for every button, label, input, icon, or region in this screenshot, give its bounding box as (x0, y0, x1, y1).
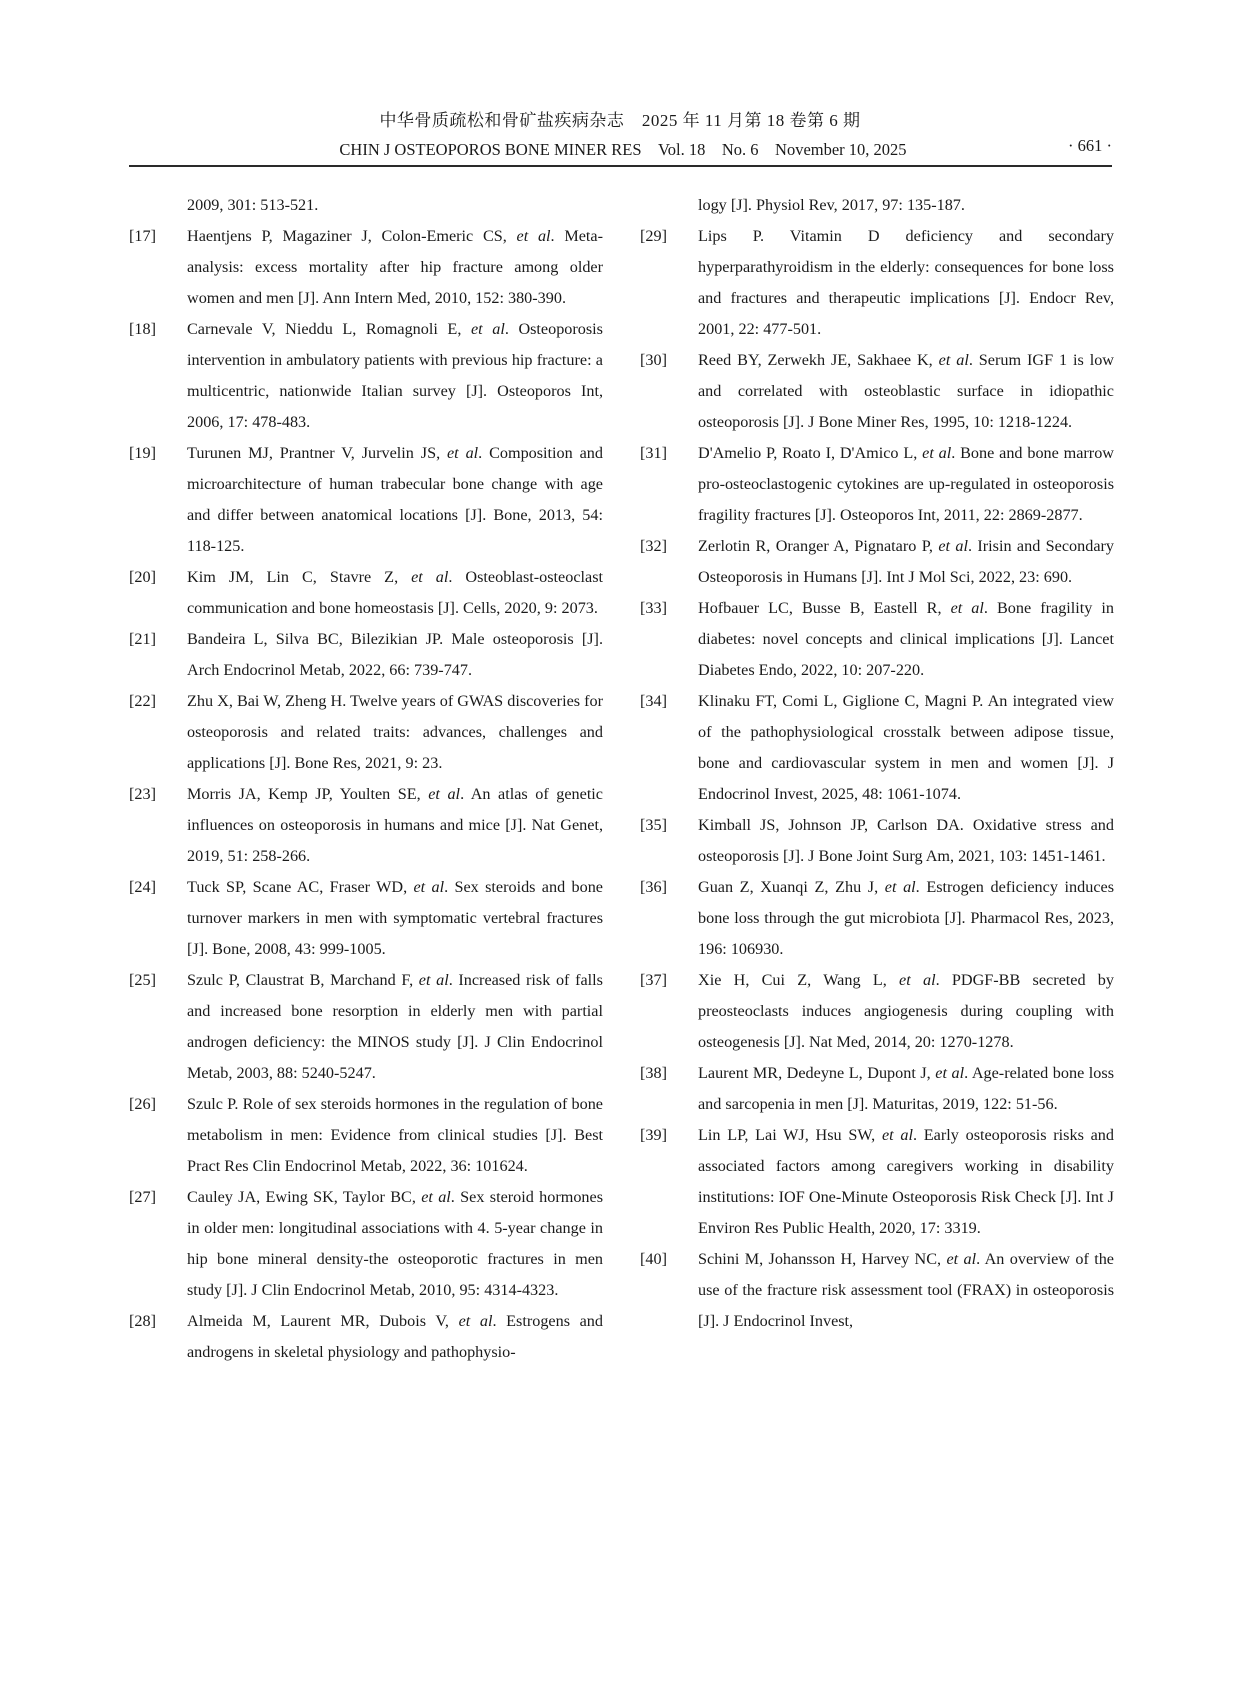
et-al: et al (938, 537, 968, 555)
et-al: et al (938, 351, 969, 369)
reference-authors: Zerlotin R, Oranger A, Pignataro P, (698, 537, 939, 555)
reference-details: . Estrogens and androgens in skeletal physiology and pathophysio- (187, 1312, 603, 1361)
reference-text (698, 965, 1114, 1058)
reference-number: [37] (640, 971, 667, 989)
reference-text (698, 593, 1114, 686)
reference-number: [24] (129, 878, 156, 896)
reference-authors: Kimball JS, Johnson JP, Carlson DA. Oxidative stress and osteoporosis [J]. J Bone Joint Surg Am, 2021, 103: 1451-1461. (698, 816, 1114, 865)
reference-authors: Morris JA, Kemp JP, Youlten SE, (187, 785, 429, 803)
reference-item (640, 593, 1114, 686)
reference-item (129, 221, 603, 314)
reference-authors: Bandeira L, Silva BC, Bilezikian JP. Male osteoporosis [J]. Arch Endocrinol Metab, 2022, 66: 739-747. (187, 630, 603, 679)
et-al: et al (447, 444, 479, 462)
reference-details: . Bone and bone marrow pro-osteoclastogenic cytokines are up-regulated in osteoporosis fragility fractures [J]. Osteoporos Int, 2011, 22: 2869-2877. (698, 444, 1114, 524)
et-al: et al (413, 878, 445, 896)
reference-number: [34] (640, 692, 667, 710)
reference-number: [19] (129, 444, 156, 462)
header-rule (129, 165, 1112, 167)
reference-item (129, 624, 603, 686)
reference-authors: Almeida M, Laurent MR, Dubois V, (187, 1312, 459, 1330)
et-al: et al (899, 971, 936, 989)
reference-details: . PDGF-BB secreted by preosteoclasts induces angiogenesis during coupling with osteogenesis [J]. Nat Med, 2014, 20: 1270-1278. (698, 971, 1114, 1051)
reference-number: [38] (640, 1064, 667, 1082)
reference-details: . Composition and microarchitecture of human trabecular bone change with age and differ between anatomical locations [J]. Bone, 2013, 54: 118-125. (187, 444, 603, 555)
reference-item (640, 438, 1114, 531)
reference-number: [33] (640, 599, 667, 617)
reference-details: . Early osteoporosis risks and associated factors among caregivers working in disability institutions: IOF One-Minute Osteoporosis Risk Check [J]. Int J Environ Res Public Health, 2020, 17: 3319. (698, 1126, 1114, 1237)
reference-text (698, 1244, 1114, 1337)
reference-authors: Tuck SP, Scane AC, Fraser WD, (187, 878, 414, 896)
reference-item (129, 1182, 603, 1306)
reference-text (187, 562, 603, 624)
reference-number: [18] (129, 320, 156, 338)
reference-authors: Laurent MR, Dedeyne L, Dupont J, (698, 1064, 936, 1082)
et-al: et al (950, 599, 984, 617)
reference-authors: Reed BY, Zerwekh JE, Sakhaee K, (698, 351, 939, 369)
reference-item (640, 345, 1114, 438)
reference-number: [26] (129, 1095, 156, 1113)
reference-text (698, 438, 1114, 531)
reference-item (129, 562, 603, 624)
reference-text (187, 438, 603, 562)
reference-details: . Sex steroids and bone turnover markers in men with symptomatic vertebral fractures [J]. Bone, 2008, 43: 999-1005. (187, 878, 603, 958)
reference-number: [30] (640, 351, 667, 369)
et-al: et al (458, 1312, 493, 1330)
reference-text (698, 531, 1114, 593)
reference-text (698, 345, 1114, 438)
reference-text (187, 965, 603, 1089)
reference-text (187, 872, 603, 965)
et-al: et al (935, 1064, 965, 1082)
reference-authors: Lips P. Vitamin D deficiency and secondary hyperparathyroidism in the elderly: consequences for bone loss and fractures and therapeutic implications [J]. Endocr Rev, 2001, 22: 477-501. (698, 227, 1114, 338)
reference-number: [22] (129, 692, 156, 710)
reference-continuation (640, 190, 1114, 221)
reference-authors: Turunen MJ, Prantner V, Jurvelin JS, (187, 444, 447, 462)
et-al: et al (470, 320, 505, 338)
reference-item (640, 1120, 1114, 1244)
reference-details: . An overview of the use of the fracture risk assessment tool (FRAX) in osteoporosis [J]. J Endocrinol Invest, (698, 1250, 1114, 1330)
reference-continuation-text: logy [J]. Physiol Rev, 2017, 97: 135-187. (698, 196, 965, 214)
reference-authors: Cauley JA, Ewing SK, Taylor BC, (187, 1188, 422, 1206)
reference-item (129, 438, 603, 562)
reference-text (698, 1058, 1114, 1120)
reference-authors: Kim JM, Lin C, Stavre Z, (187, 568, 412, 586)
reference-authors: Haentjens P, Magaziner J, Colon-Emeric CS, (187, 227, 517, 245)
reference-text (187, 1182, 603, 1306)
reference-authors: Szulc P, Claustrat B, Marchand F, (187, 971, 419, 989)
reference-item (129, 872, 603, 965)
reference-details: . Serum IGF 1 is low and correlated with osteoblastic surface in idiopathic osteoporosis [J]. J Bone Miner Res, 1995, 10: 1218-1224. (698, 351, 1114, 431)
reference-number: [23] (129, 785, 156, 803)
right-reference-list (640, 221, 1114, 1337)
reference-number: [36] (640, 878, 667, 896)
reference-item (640, 1244, 1114, 1337)
reference-continuation-text: 2009, 301: 513-521. (187, 196, 319, 214)
journal-header-chinese: 中华骨质疏松和骨矿盐疾病杂志 2025 年 11 月第 18 卷第 6 期 (379, 111, 861, 130)
reference-details: . Sex steroid hormones in older men: longitudinal associations with 4. 5-year change in hip bone mineral density-the osteoporotic fractures in men study [J]. J Clin Endocrinol Metab, 2010, 95: 4314-4323. (187, 1188, 603, 1299)
et-al: et al (411, 568, 449, 586)
reference-number: [28] (129, 1312, 156, 1330)
reference-authors: Hofbauer LC, Busse B, Eastell R, (698, 599, 951, 617)
reference-number: [21] (129, 630, 156, 648)
reference-item (129, 314, 603, 438)
reference-authors: D'Amelio P, Roato I, D'Amico L, (698, 444, 923, 462)
reference-item (640, 686, 1114, 810)
reference-item (640, 810, 1114, 872)
et-al: et al (884, 878, 916, 896)
reference-number: [27] (129, 1188, 156, 1206)
reference-text (187, 1306, 603, 1368)
reference-details: . Estrogen deficiency induces bone loss through the gut microbiota [J]. Pharmacol Res, 2023, 196: 106930. (698, 878, 1114, 958)
reference-number: [25] (129, 971, 156, 989)
reference-text (187, 686, 603, 779)
reference-details: . Osteoporosis intervention in ambulatory patients with previous hip fracture: a multicentric, nationwide Italian survey [J]. Osteoporos Int, 2006, 17: 478-483. (187, 320, 603, 431)
reference-item (129, 779, 603, 872)
reference-item (640, 872, 1114, 965)
reference-number: [31] (640, 444, 667, 462)
reference-item (129, 1089, 603, 1182)
left-reference-list (129, 221, 603, 1368)
reference-authors: Carnevale V, Nieddu L, Romagnoli E, (187, 320, 471, 338)
references-left-column (129, 190, 603, 1368)
reference-details: . An atlas of genetic influences on osteoporosis in humans and mice [J]. Nat Genet, 2019, 51: 258-266. (187, 785, 603, 865)
reference-number: [40] (640, 1250, 667, 1268)
reference-details: . Bone fragility in diabetes: novel concepts and clinical implications [J]. Lancet Diabetes Endo, 2022, 10: 207-220. (698, 599, 1115, 679)
reference-authors: Szulc P. Role of sex steroids hormones in the regulation of bone metabolism in men: Evidence from clinical studies [J]. Best Pract Res Clin Endocrinol Metab, 2022, 36: 101624. (187, 1095, 603, 1175)
reference-item (129, 965, 603, 1089)
reference-number: [29] (640, 227, 667, 245)
reference-text (698, 1120, 1114, 1244)
reference-text (187, 221, 603, 314)
reference-text (698, 686, 1114, 810)
reference-details: . Increased risk of falls and increased bone resorption in elderly men with partial androgen deficiency: the MINOS study [J]. J Clin Endocrinol Metab, 2003, 88: 5240-5247. (187, 971, 603, 1082)
reference-details: . Osteoblast-osteoclast communication and bone homeostasis [J]. Cells, 2020, 9: 2073. (187, 568, 603, 617)
reference-text (187, 1089, 603, 1182)
reference-authors: Zhu X, Bai W, Zheng H. Twelve years of GWAS discoveries for osteoporosis and related traits: advances, challenges and applications [J]. Bone Res, 2021, 9: 23. (187, 692, 603, 772)
et-al: et al (881, 1126, 913, 1144)
reference-number: [32] (640, 537, 667, 555)
reference-text (698, 872, 1114, 965)
reference-number: [35] (640, 816, 667, 834)
reference-continuation (129, 190, 603, 221)
reference-number: [39] (640, 1126, 667, 1144)
reference-authors: Schini M, Johansson H, Harvey NC, (698, 1250, 947, 1268)
reference-authors: Xie H, Cui Z, Wang L, (698, 971, 900, 989)
reference-number: [20] (129, 568, 156, 586)
page-number: · 661 · (1068, 136, 1112, 155)
reference-item (640, 221, 1114, 345)
reference-details: . Meta-analysis: excess mortality after hip fracture among older women and men [J]. Ann Intern Med, 2010, 152: 380-390. (187, 227, 603, 307)
journal-header-english: CHIN J OSTEOPOROS BONE MINER RES Vol. 18 No. 6 November 10, 2025 (339, 140, 907, 159)
reference-item (129, 1306, 603, 1368)
reference-item (640, 965, 1114, 1058)
reference-authors: Klinaku FT, Comi L, Giglione C, Magni P. An integrated view of the pathophysiological crosstalk between adipose tissue, bone and cardiovascular system in men and women [J]. J Endocrinol Invest, 2025, 48: 1061-1074. (698, 692, 1114, 803)
et-al: et al (516, 227, 551, 245)
reference-details: . Irisin and Secondary Osteoporosis in Humans [J]. Int J Mol Sci, 2022, 23: 690. (698, 537, 1114, 586)
et-al: et al (922, 444, 952, 462)
reference-authors: Lin LP, Lai WJ, Hsu SW, (698, 1126, 882, 1144)
et-al: et al (418, 971, 449, 989)
reference-text (698, 810, 1114, 872)
et-al: et al (946, 1250, 977, 1268)
reference-text (187, 314, 603, 438)
reference-item (640, 531, 1114, 593)
reference-authors: Guan Z, Xuanqi Z, Zhu J, (698, 878, 885, 896)
et-al: et al (421, 1188, 451, 1206)
references-right-column (640, 190, 1114, 1337)
reference-number: [17] (129, 227, 156, 245)
reference-text (187, 779, 603, 872)
et-al: et al (428, 785, 461, 803)
reference-text (698, 221, 1114, 345)
reference-item (129, 686, 603, 779)
reference-text (187, 624, 603, 686)
reference-item (640, 1058, 1114, 1120)
reference-details: . Age-related bone loss and sarcopenia in men [J]. Maturitas, 2019, 122: 51-56. (698, 1064, 1114, 1113)
